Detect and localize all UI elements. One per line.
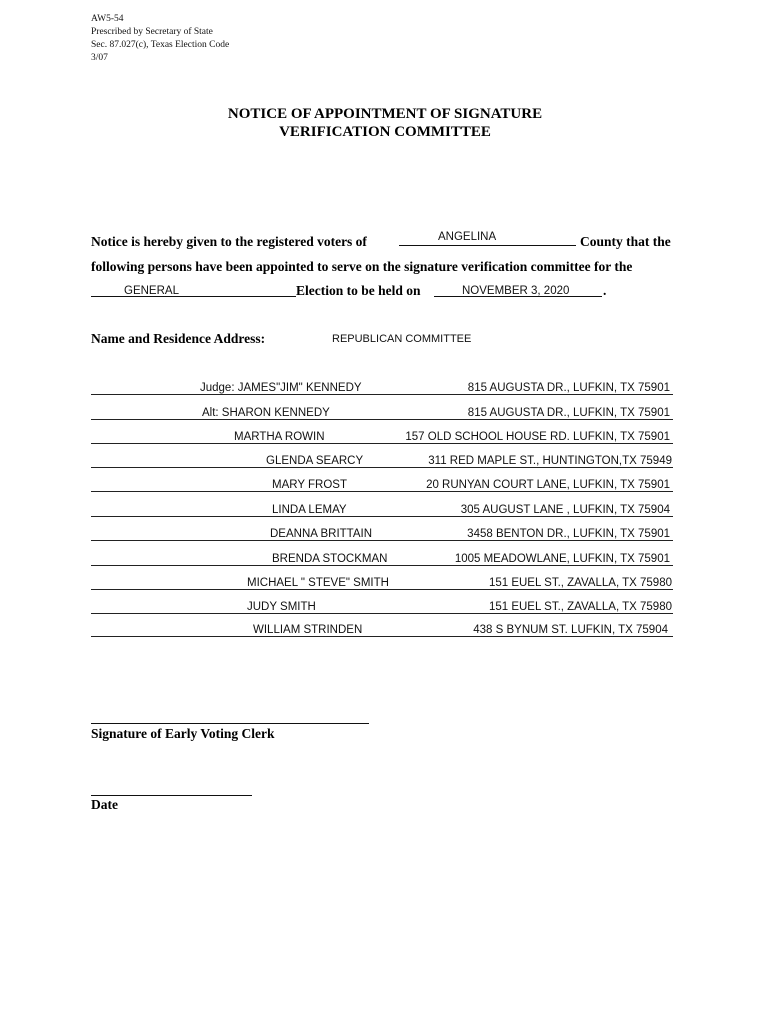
election-text: Election to be held on [296, 283, 421, 298]
member-row [91, 576, 673, 590]
member-row [91, 478, 673, 492]
member-name: WILLIAM STRINDEN [253, 624, 363, 636]
prescribed-by: Prescribed by Secretary of State [91, 27, 213, 37]
form-id: AW5-54 [91, 14, 124, 24]
signature-line[interactable] [91, 723, 369, 724]
member-row [91, 406, 673, 420]
member-row [91, 527, 673, 541]
form-header [91, 13, 229, 65]
member-name: Judge: JAMES"JIM" KENNEDY [200, 382, 362, 394]
member-name: BRENDA STOCKMAN [272, 553, 388, 565]
committee-label: REPUBLICAN COMMITTEE [332, 333, 472, 345]
member-name: Alt: SHARON KENNEDY [202, 407, 330, 419]
page-title-line2: VERIFICATION COMMITTEE [279, 124, 491, 140]
form-date: 3/07 [91, 53, 108, 63]
member-name: MARTHA ROWIN [234, 431, 325, 443]
member-address: 1005 MEADOWLANE, LUFKIN, TX 75901 [454, 553, 670, 565]
election-type-underline [91, 296, 296, 297]
member-address: 3458 BENTON DR., LUFKIN, TX 75901 [467, 528, 670, 540]
member-address: 815 AUGUSTA DR., LUFKIN, TX 75901 [467, 407, 670, 419]
notice-prefix: Notice is hereby given to the registered voters of [91, 234, 367, 249]
page-title-line1: NOTICE OF APPOINTMENT OF SIGNATURE [227, 106, 543, 122]
county-value: ANGELINA [438, 231, 497, 243]
member-row [91, 430, 673, 444]
member-address: 151 EUEL ST., ZAVALLA, TX 75980 [488, 601, 672, 613]
county-underline [399, 245, 576, 246]
member-row [91, 381, 673, 395]
member-row [91, 552, 673, 566]
member-name: DEANNA BRITTAIN [270, 528, 373, 540]
member-name: MICHAEL " STEVE" SMITH [247, 577, 389, 589]
member-row [91, 454, 673, 468]
member-row [91, 600, 673, 614]
date-line[interactable] [91, 795, 252, 796]
member-address: 20 RUNYAN COURT LANE, LUFKIN, TX 75901 [426, 479, 670, 491]
notice-line2: following persons have been appointed to serve on the signature verification committee for the [91, 259, 633, 274]
member-row [91, 623, 673, 637]
county-suffix: County that the [580, 234, 671, 249]
member-address: 151 EUEL ST., ZAVALLA, TX 75980 [488, 577, 672, 589]
election-date-value: NOVEMBER 3, 2020 [462, 285, 570, 297]
member-row [91, 503, 673, 517]
member-address: 157 OLD SCHOOL HOUSE RD. LUFKIN, TX 75901 [405, 431, 670, 443]
date-label: Date [91, 797, 118, 812]
signature-label: Signature of Early Voting Clerk [91, 726, 275, 741]
election-period: . [603, 283, 607, 298]
member-address: 311 RED MAPLE ST., HUNTINGTON,TX 75949 [428, 455, 672, 467]
election-type-value: GENERAL [124, 285, 179, 297]
member-address: 438 S BYNUM ST. LUFKIN, TX 75904 [473, 624, 668, 636]
election-code-reference: Sec. 87.027(c), Texas Election Code [91, 40, 230, 50]
member-name: GLENDA SEARCY [266, 455, 364, 467]
member-name: JUDY SMITH [247, 601, 316, 613]
member-address: 815 AUGUSTA DR., LUFKIN, TX 75901 [467, 382, 670, 394]
member-address: 305 AUGUST LANE , LUFKIN, TX 75904 [460, 504, 670, 516]
name-address-label: Name and Residence Address: [91, 331, 266, 346]
member-name: LINDA LEMAY [272, 504, 347, 516]
member-name: MARY FROST [272, 479, 347, 491]
